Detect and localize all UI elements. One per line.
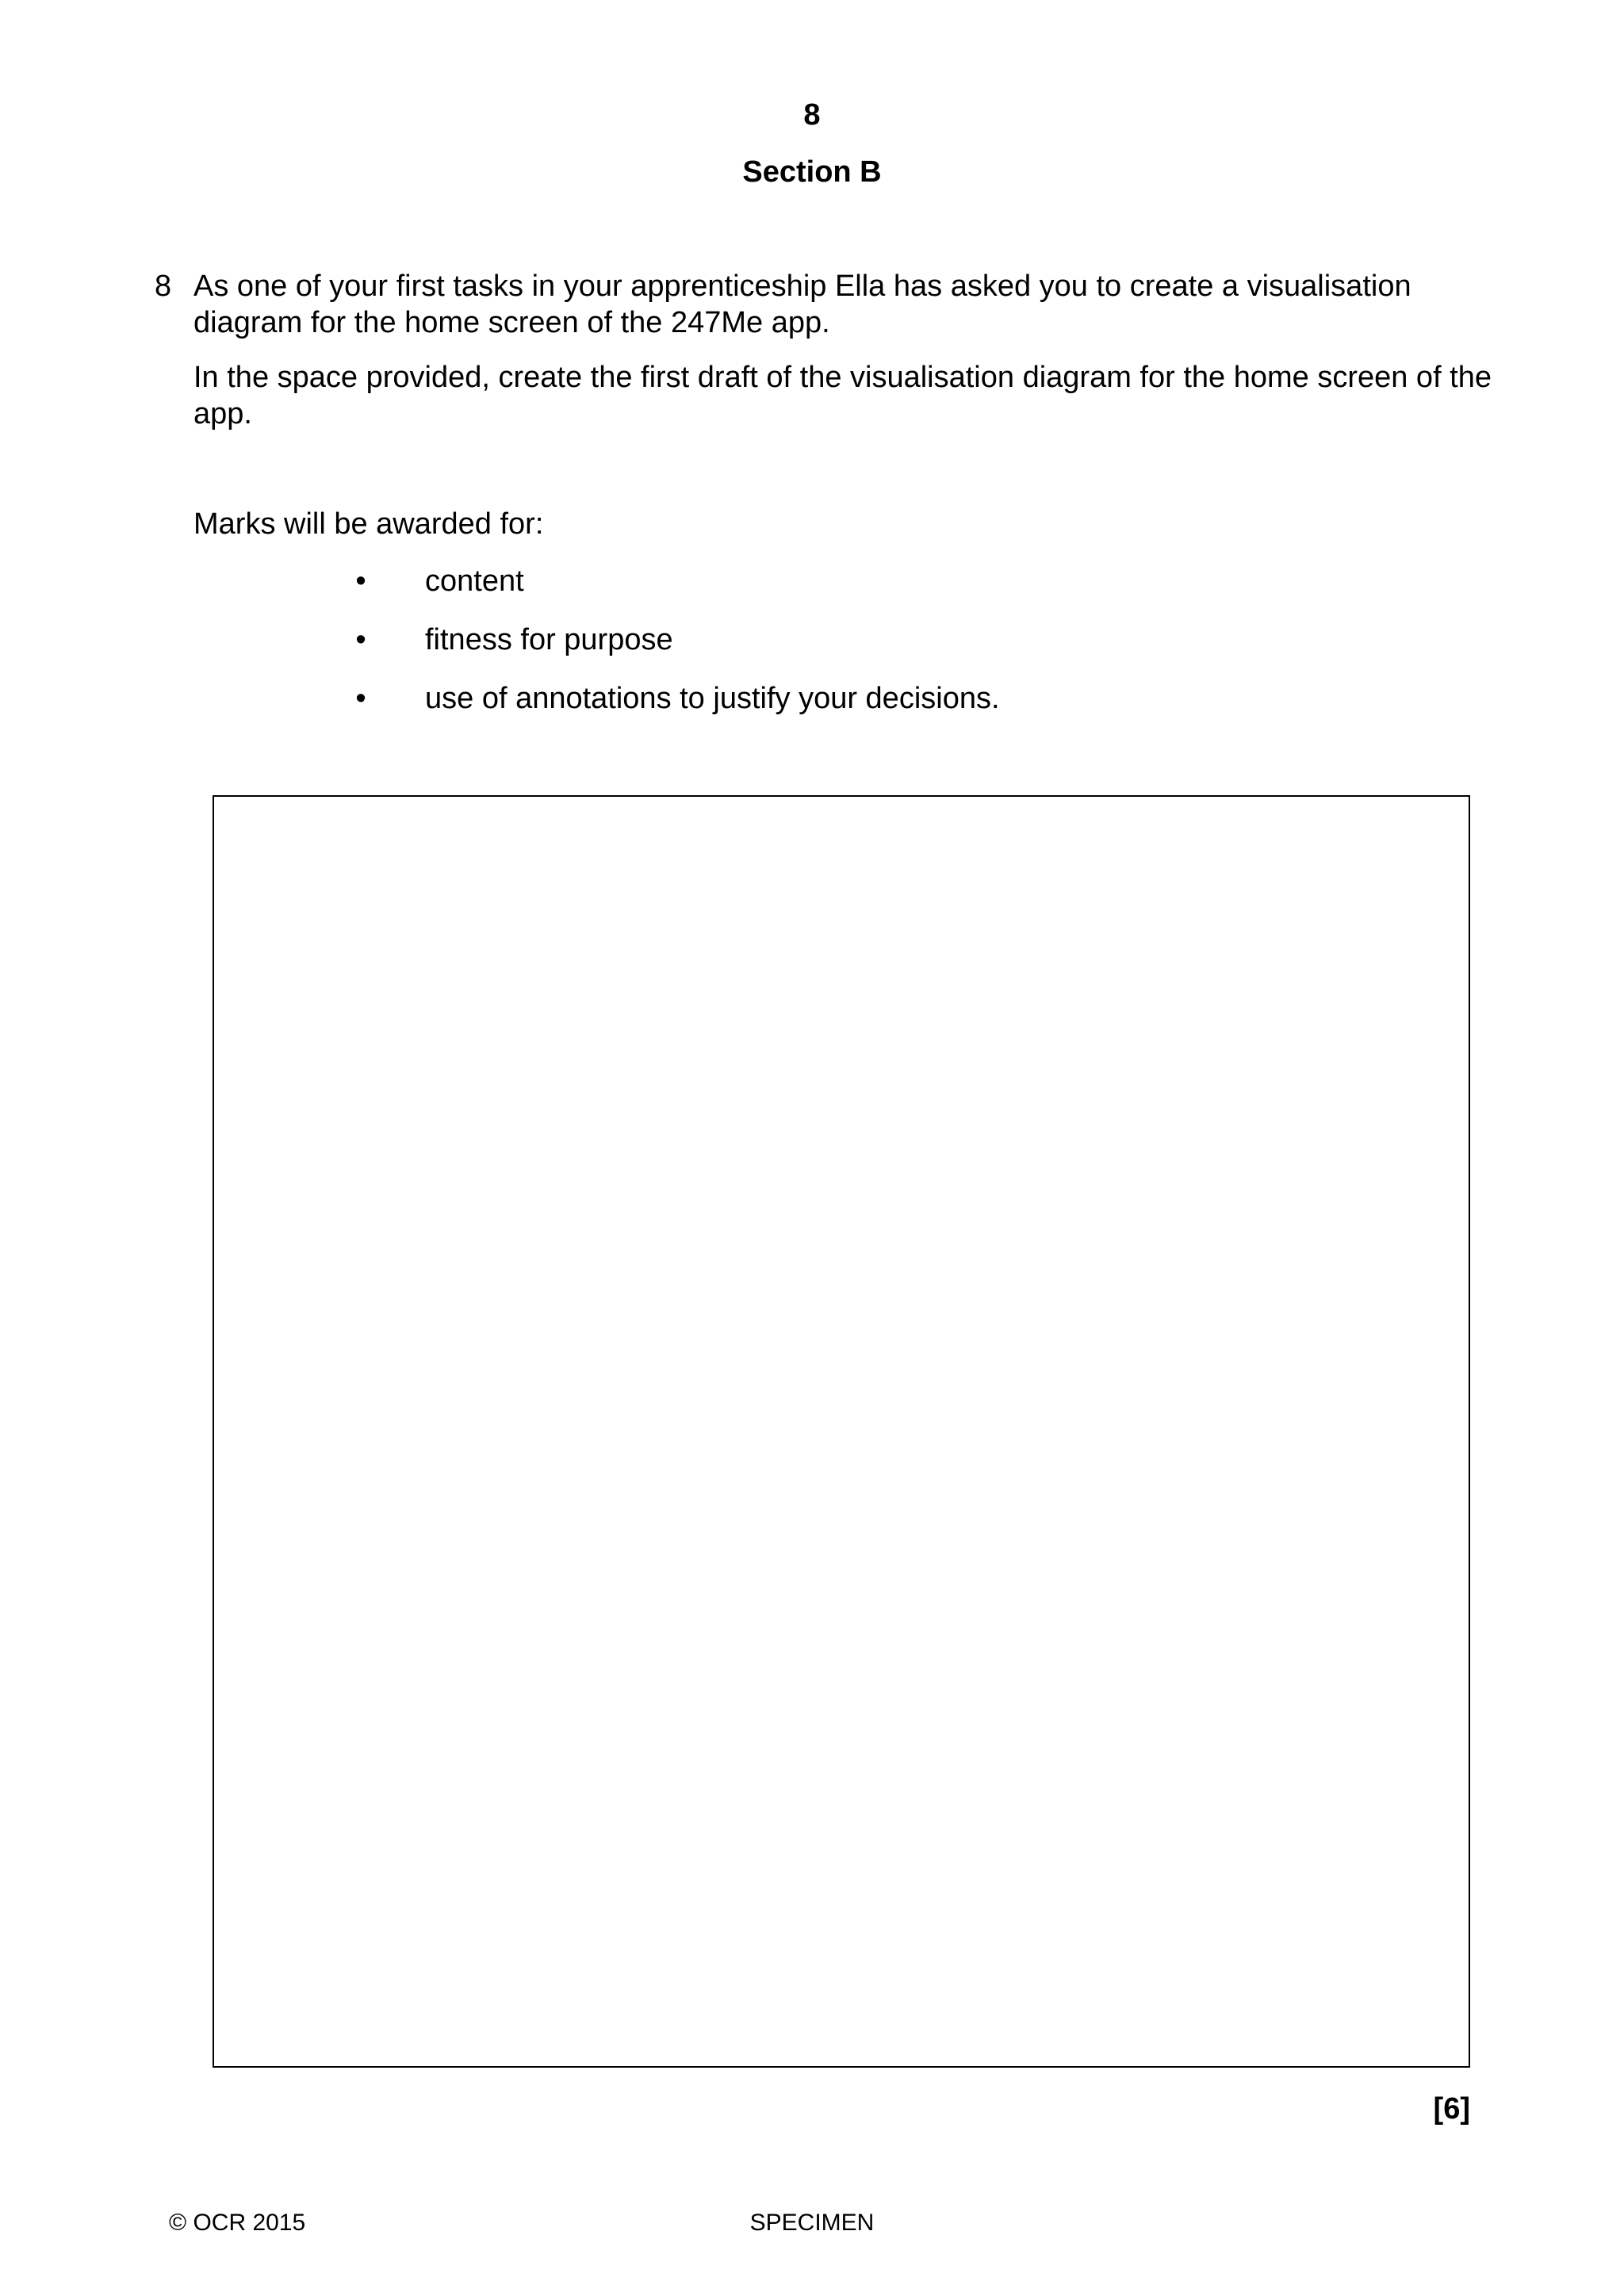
marks-intro: Marks will be awarded for: [193,507,544,541]
footer-copyright: © OCR 2015 [169,2210,306,2236]
bullet-icon: • [355,682,366,715]
page-number: 8 [803,98,821,132]
bullet-icon: • [355,623,366,656]
marks-allocation: [6] [1433,2092,1470,2126]
criteria-text: fitness for purpose [425,623,673,656]
question-instruction: In the space provided, create the first draft of the visualisation diagram for the home screen of the app. [193,361,1492,430]
bullet-icon: • [355,564,366,598]
question-number: 8 [155,270,172,303]
answer-box[interactable] [213,795,1470,2068]
section-title: Section B [742,155,882,189]
footer-specimen-label: SPECIMEN [749,2210,875,2236]
question-text: As one of your first tasks in your apprenticeship Ella has asked you to create a visualisation diagram for the home screen of the 247Me app. [193,270,1411,339]
criteria-text: use of annotations to justify your decisions. [425,682,1000,715]
criteria-text: content [425,564,524,598]
